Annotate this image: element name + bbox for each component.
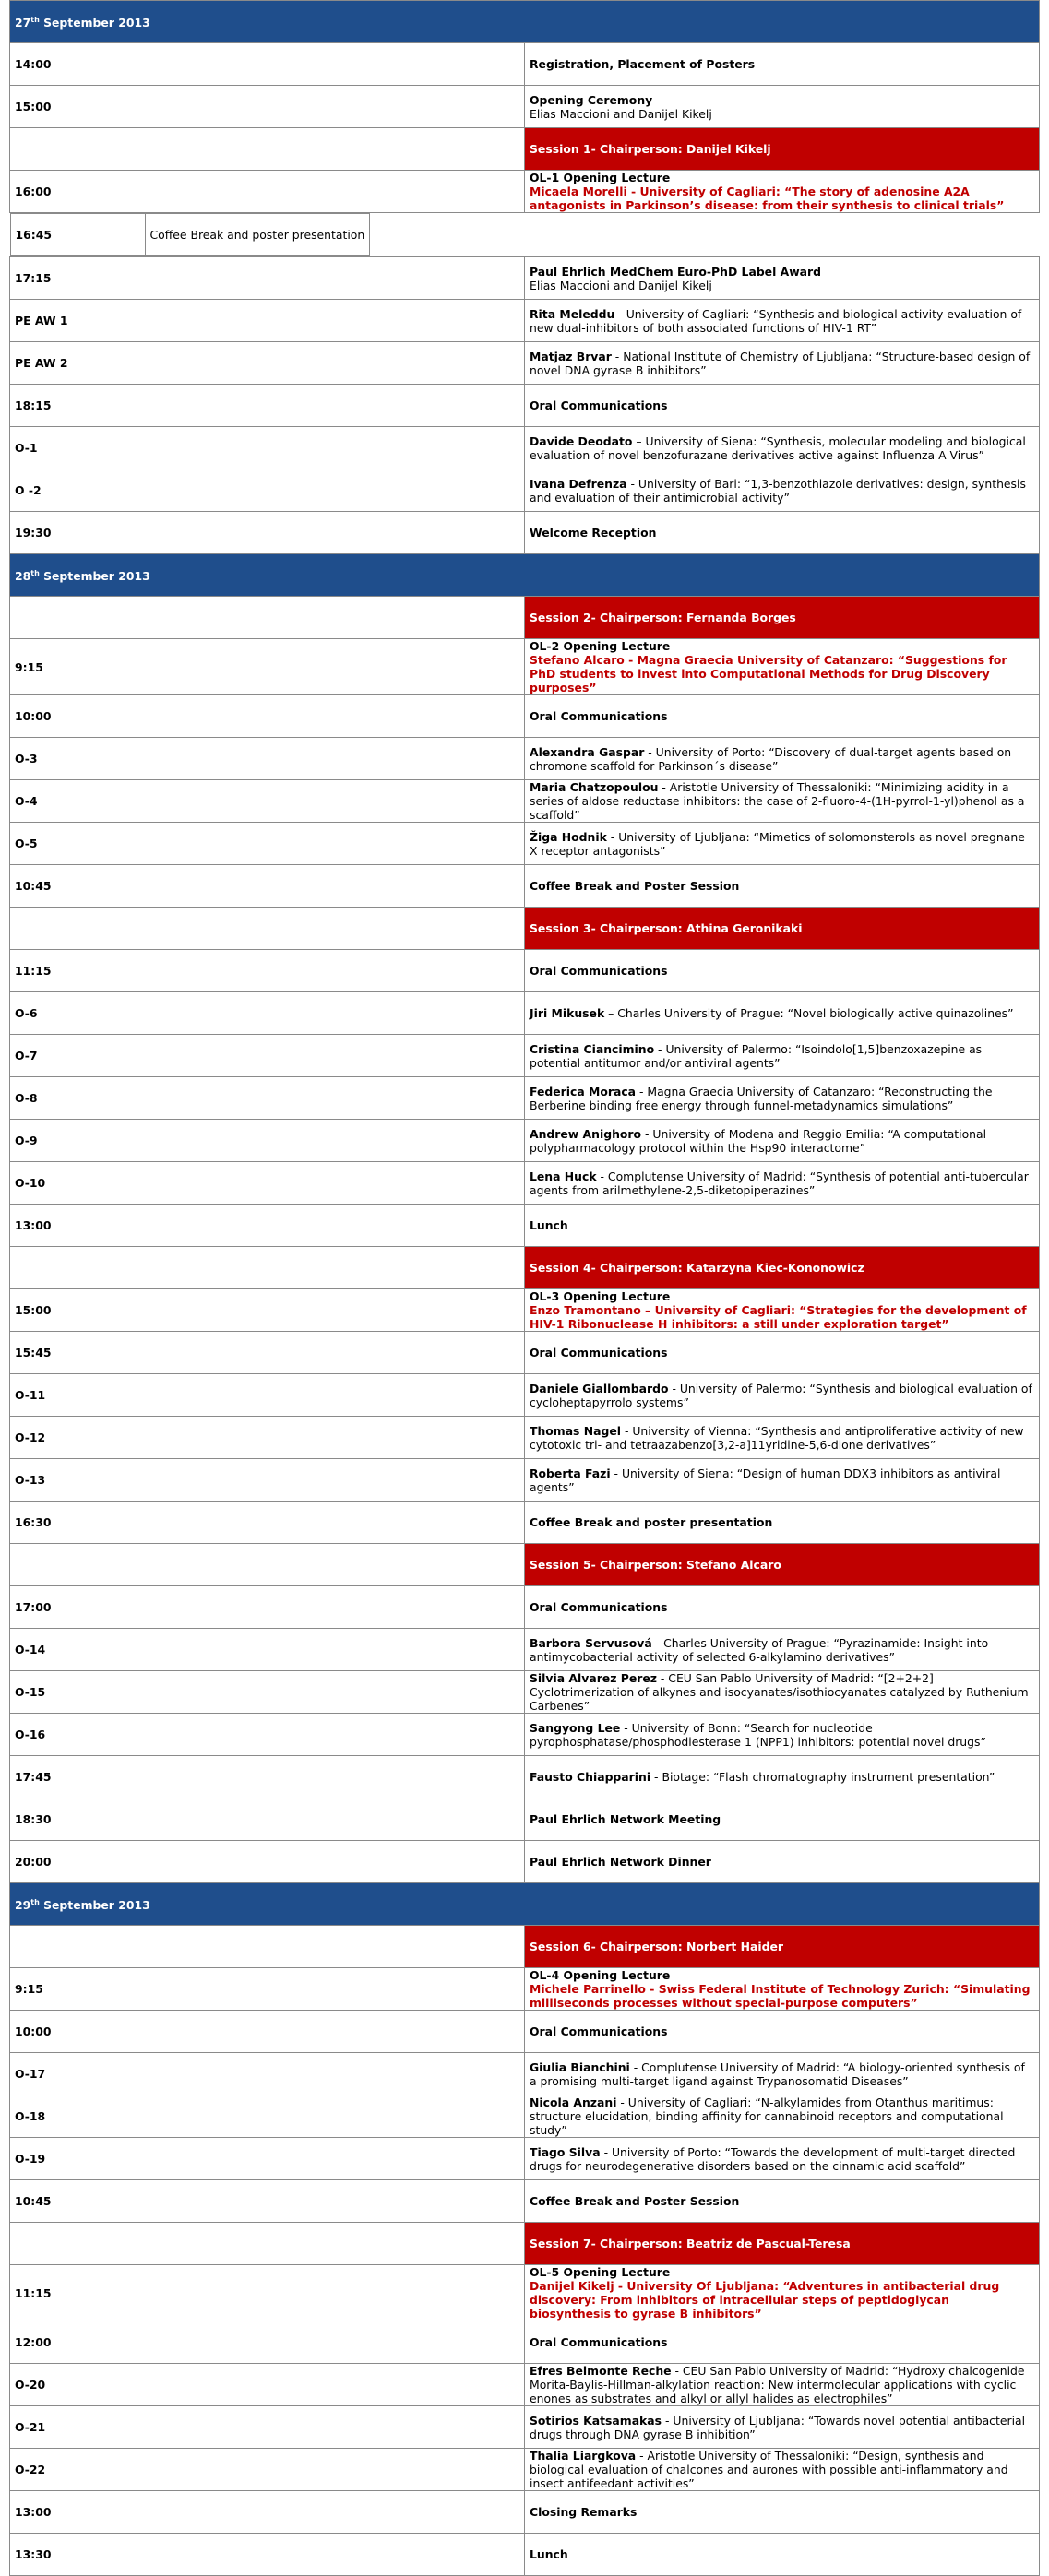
time-cell: O-16: [10, 1714, 525, 1756]
lecture-label: OL-4 Opening Lecture: [530, 1968, 671, 1982]
schedule-row: [10, 908, 1040, 950]
schedule-row: [10, 1502, 1040, 1544]
time-cell: 17:00: [10, 1586, 525, 1629]
schedule-row: [10, 865, 1040, 908]
speaker-name: Lena Huck: [530, 1169, 597, 1183]
schedule-row: [10, 1289, 1040, 1332]
content-cell: Oral Communications: [525, 1586, 1040, 1629]
time-cell: 19:30: [10, 512, 525, 554]
time-cell: O-12: [10, 1417, 525, 1459]
schedule-row: [10, 1417, 1040, 1459]
content-cell: [525, 1289, 1040, 1332]
lecture-text: Michele Parrinello - Swiss Federal Institute of Technology Zurich: “Simulating milliseconds processes without special-purpose computers”: [530, 1982, 1031, 2010]
lecture-label: OL-3 Opening Lecture: [530, 1289, 671, 1303]
talk-details: - Complutense University of Madrid: “A biology-oriented synthesis of a promising multi-target ligand against Trypanosomatid Diseases”: [530, 2060, 1025, 2088]
talk-details: - National Institute of Chemistry of Ljubljana: “Structure-based design of novel DNA gyrase B inhibitors”: [530, 349, 1031, 377]
time-cell: PE AW 1: [10, 300, 525, 342]
content-cell: [525, 2406, 1040, 2449]
speaker-name: Nicola Anzani: [530, 2095, 617, 2109]
day-header-row: [10, 554, 1040, 597]
item-presenters: Elias Maccioni and Danijel Kikelj: [530, 278, 712, 292]
schedule-row: [10, 2011, 1040, 2053]
time-cell: 11:15: [10, 950, 525, 992]
content-cell: [525, 1077, 1040, 1120]
speaker-name: Barbora Servusová: [530, 1635, 652, 1650]
schedule-row: [10, 128, 1040, 171]
time-cell: 10:00: [10, 2011, 525, 2053]
time-cell: [10, 1926, 525, 1968]
schedule-row: [10, 2265, 1040, 2321]
day-number: 29: [15, 1898, 31, 1913]
schedule-row: [10, 213, 525, 256]
content-cell: Oral Communications: [525, 1332, 1040, 1374]
schedule-row: [10, 2491, 1040, 2534]
schedule-row: [10, 342, 1040, 385]
time-cell: 13:00: [10, 2491, 525, 2534]
schedule-row: [10, 823, 1040, 865]
day-header-row: [10, 1883, 1040, 1926]
content-cell: [525, 86, 1040, 128]
talk-details: - University of Palermo: “Isoindolo[1,5]benzoxazepine as potential antitumor and/or antiviral agents”: [530, 1041, 983, 1070]
item-title: Opening Ceremony: [530, 92, 653, 107]
time-cell: O-22: [10, 2449, 525, 2491]
schedule-row: [10, 1798, 1040, 1841]
time-cell: 16:45: [10, 214, 145, 256]
schedule-row: [10, 469, 1040, 512]
content-cell: [525, 171, 1040, 213]
content-cell: [525, 2053, 1040, 2095]
content-cell: Lunch: [525, 1205, 1040, 1247]
lecture-text: Micaela Morelli - University of Cagliari: “The story of adenosine A2A antagonists in Parkinson’s disease: from their synthesis to clinical trials”: [530, 184, 1005, 212]
content-cell: Registration, Placement of Posters: [525, 43, 1040, 86]
talk-details: - University of Siena: “Design of human DDX3 inhibitors as antiviral agents”: [530, 1466, 1001, 1494]
time-cell: [10, 597, 525, 639]
time-cell: O-5: [10, 823, 525, 865]
time-cell: O-6: [10, 992, 525, 1035]
talk-details: - Magna Graecia University of Catanzaro: “Reconstructing the Berberine binding free energy through funnel-metadynamics simulations”: [530, 1084, 993, 1112]
schedule-row: [10, 43, 1040, 86]
schedule-row: [10, 1162, 1040, 1205]
schedule-row: [10, 2180, 1040, 2223]
time-cell: 16:00: [10, 171, 525, 213]
content-cell: Lunch: [525, 2534, 1040, 2576]
speaker-name: Sangyong Lee: [530, 1720, 621, 1735]
time-cell: O-7: [10, 1035, 525, 1077]
speaker-name: Thalia Liargkova: [530, 2449, 637, 2463]
schedule-row: [10, 1926, 1040, 1968]
schedule-row: [10, 86, 1040, 128]
talk-details: - University of Palermo: “Synthesis and biological evaluation of cycloheptapyrrolo systems”: [530, 1381, 1032, 1409]
content-cell: [525, 1459, 1040, 1502]
content-cell: [525, 300, 1040, 342]
speaker-name: Andrew Anighoro: [530, 1126, 642, 1141]
lecture-label: OL-5 Opening Lecture: [530, 2265, 671, 2279]
talk-details: - University of Cagliari: “N-alkylamides from Otanthus maritimus: structure elucidation, binding affinity for cannabinoid receptors and computational study”: [530, 2095, 1004, 2137]
speaker-name: Fausto Chiapparini: [530, 1770, 651, 1784]
talk-details: - University of Modena and Reggio Emilia: “A computational polypharmacology protocol within the Hsp90 interactome”: [530, 1126, 987, 1155]
content-cell: [525, 257, 1040, 300]
content-cell: Oral Communications: [525, 385, 1040, 427]
content-cell: Welcome Reception: [525, 512, 1040, 554]
schedule-row: [10, 1841, 1040, 1883]
time-cell: 12:00: [10, 2321, 525, 2364]
speaker-name: Giulia Bianchini: [530, 2060, 630, 2074]
content-cell: Oral Communications: [525, 695, 1040, 738]
content-cell: [525, 1374, 1040, 1417]
content-cell: [525, 2265, 1040, 2321]
talk-details: - Aristotle University of Thessaloniki: “Minimizing acidity in a series of aldose reductase inhibitors: the case of 2-fluoro-4-(1H-pyrrol-1-yl)phenol as a scaffold”: [530, 780, 1025, 822]
time-cell: [10, 2223, 525, 2265]
content-cell: [525, 1714, 1040, 1756]
speaker-name: Efres Belmonte Reche: [530, 2364, 672, 2378]
schedule-row: [10, 171, 1040, 213]
speaker-name: Ivana Defrenza: [530, 476, 627, 491]
talk-details: - Biotage: “Flash chromatography instrument presentation”: [650, 1770, 995, 1784]
schedule-row: [10, 2534, 1040, 2576]
time-cell: O -2: [10, 469, 525, 512]
schedule-row: [10, 2095, 1040, 2138]
time-cell: 10:00: [10, 695, 525, 738]
schedule-row: [10, 427, 1040, 469]
item-title: Paul Ehrlich MedChem Euro-PhD Label Award: [530, 264, 822, 279]
schedule-row: [10, 695, 1040, 738]
time-cell: [10, 908, 525, 950]
schedule-row: [10, 1459, 1040, 1502]
schedule-row: [10, 2321, 1040, 2364]
schedule-row: [10, 950, 1040, 992]
content-cell: [525, 780, 1040, 823]
speaker-name: Tiago Silva: [530, 2144, 601, 2159]
schedule-row: [10, 1968, 1040, 2011]
talk-details: - Aristotle University of Thessaloniki: “Design, synthesis and biological evaluation of chalcones and aurones with possible anti-inflammatory and insect antifeedant activities”: [530, 2449, 1008, 2490]
schedule-row: [10, 2053, 1040, 2095]
content-cell: [525, 2364, 1040, 2406]
program-schedule-table: [9, 0, 1040, 2576]
lecture-text: Enzo Tramontano – University of Cagliari: “Strategies for the development of HIV-1 Ribonuclease H inhibitors: a still under exploration target”: [530, 1303, 1027, 1331]
content-cell: [525, 2095, 1040, 2138]
time-cell: [10, 128, 525, 171]
schedule-row: [10, 2364, 1040, 2406]
content-cell: Coffee Break and Poster Session: [525, 865, 1040, 908]
schedule-row: [10, 992, 1040, 1035]
time-cell: 15:00: [10, 1289, 525, 1332]
speaker-name: Cristina Ciancimino: [530, 1041, 655, 1056]
time-cell: 13:00: [10, 1205, 525, 1247]
day-number: 28: [15, 569, 31, 584]
lecture-label: OL-2 Opening Lecture: [530, 639, 671, 653]
schedule-row: [10, 1671, 1040, 1714]
speaker-name: Roberta Fazi: [530, 1466, 611, 1480]
content-cell: [525, 342, 1040, 385]
schedule-row: [10, 300, 1040, 342]
speaker-name: Rita Meleddu: [530, 306, 615, 321]
lecture-label: OL-1 Opening Lecture: [530, 171, 671, 184]
schedule-row: [10, 257, 1040, 300]
talk-details: - CEU San Pablo University of Madrid: “Hydroxy chalcogenide Morita-Baylis-Hillman-alkylation reaction: New intermolecular applications with cyclic enones as substrates and alkyl or allyl halides as electrophiles”: [530, 2364, 1025, 2405]
time-cell: 11:15: [10, 2265, 525, 2321]
time-cell: O-21: [10, 2406, 525, 2449]
content-cell: Oral Communications: [525, 2011, 1040, 2053]
day-suffix: th: [30, 569, 40, 578]
time-cell: 15:45: [10, 1332, 525, 1374]
time-cell: O-18: [10, 2095, 525, 2138]
schedule-row: [10, 639, 1040, 695]
content-cell: [525, 639, 1040, 695]
content-cell: [525, 823, 1040, 865]
talk-details: - CEU San Pablo University of Madrid: “[2+2+2] Cyclotrimerization of alkynes and isocyanates/isothiocyanates catalyzed by Ruthenium Carbenes”: [530, 1671, 1029, 1713]
content-cell: [525, 1671, 1040, 1714]
speaker-name: Daniele Giallombardo: [530, 1381, 669, 1395]
speaker-name: Davide Deodato: [530, 433, 633, 448]
session-header: Session 7- Chairperson: Beatriz de Pascual-Teresa: [525, 2223, 1040, 2265]
time-cell: 14:00: [10, 43, 525, 86]
time-cell: O-14: [10, 1629, 525, 1671]
schedule-row: [10, 1714, 1040, 1756]
schedule-row: [10, 1332, 1040, 1374]
speaker-name: Thomas Nagel: [530, 1423, 621, 1438]
lecture-text: Danijel Kikelj - University Of Ljubljana: “Adventures in antibacterial drug discovery: From inhibitors of intracellular steps of peptidoglycan biosynthesis to gyrase B inhibitors”: [530, 2279, 1000, 2321]
content-cell: [525, 1035, 1040, 1077]
day-number: 27: [15, 16, 31, 30]
talk-details: - University of Porto: “Discovery of dual-target agents based on chromone scaffold for Parkinson´s disease”: [530, 744, 1012, 773]
time-cell: O-15: [10, 1671, 525, 1714]
schedule-row: [10, 1756, 1040, 1798]
day-header: [10, 1883, 1040, 1926]
talk-details: - University of Ljubljana: “Mimetics of solomonsterols as novel pregnane X receptor antagonists”: [530, 829, 1025, 858]
session-header: Session 6- Chairperson: Norbert Haider: [525, 1926, 1040, 1968]
content-cell: [525, 1120, 1040, 1162]
schedule-row: [10, 597, 1040, 639]
speaker-name: Sotirios Katsamakas: [530, 2413, 662, 2428]
time-cell: 18:30: [10, 1798, 525, 1841]
session-header: Session 2- Chairperson: Fernanda Borges: [525, 597, 1040, 639]
time-cell: O-8: [10, 1077, 525, 1120]
time-cell: PE AW 2: [10, 342, 525, 385]
schedule-row: [10, 385, 1040, 427]
time-cell: 16:30: [10, 1502, 525, 1544]
day-suffix: th: [30, 1898, 40, 1907]
time-cell: 15:00: [10, 86, 525, 128]
talk-details: - University of Porto: “Towards the development of multi-target directed drugs for neurodegenerative disorders based on the cinnamic acid scaffold”: [530, 2144, 1016, 2173]
time-cell: O-13: [10, 1459, 525, 1502]
schedule-row: [10, 2223, 1040, 2265]
content-cell: Paul Ehrlich Network Meeting: [525, 1798, 1040, 1841]
day-header: [10, 554, 1040, 597]
speaker-name: Federica Moraca: [530, 1084, 637, 1098]
time-cell: 10:45: [10, 865, 525, 908]
time-cell: 17:45: [10, 1756, 525, 1798]
content-cell: [525, 1756, 1040, 1798]
talk-details: - Charles University of Prague: “Pyrazinamide: Insight into antimycobacterial activity of selected 6-alkylamino derivatives”: [530, 1635, 989, 1664]
content-cell: [525, 469, 1040, 512]
schedule-row: [10, 1544, 1040, 1586]
schedule-row: [10, 1205, 1040, 1247]
session-header: Session 4- Chairperson: Katarzyna Kiec-Kononowicz: [525, 1247, 1040, 1289]
content-cell: Coffee Break and poster presentation: [525, 1502, 1040, 1544]
time-cell: 13:30: [10, 2534, 525, 2576]
speaker-name: Alexandra Gaspar: [530, 744, 645, 759]
session-header: Session 3- Chairperson: Athina Geronikaki: [525, 908, 1040, 950]
schedule-row: [10, 1120, 1040, 1162]
speaker-name: Silvia Alvarez Perez: [530, 1671, 657, 1685]
schedule-row: [10, 2138, 1040, 2180]
schedule-row: [10, 1077, 1040, 1120]
content-cell: [525, 1629, 1040, 1671]
schedule-row: [10, 1374, 1040, 1417]
speaker-name: Žiga Hodnik: [530, 829, 607, 844]
talk-details: - University of Bonn: “Search for nucleotide pyrophosphatase/phosphodiesterase 1 (NPP1) inhibitors: potential novel drugs”: [530, 1720, 986, 1749]
talk-details: - University of Cagliari: “Synthesis and biological activity evaluation of new dual-inhibitors of both associated functions of HIV-1 RT”: [530, 306, 1022, 335]
session-header: Session 5- Chairperson: Stefano Alcaro: [525, 1544, 1040, 1586]
schedule-row: [10, 1247, 1040, 1289]
content-cell: Oral Communications: [525, 2321, 1040, 2364]
time-cell: 17:15: [10, 257, 525, 300]
time-cell: 18:15: [10, 385, 525, 427]
time-cell: O-17: [10, 2053, 525, 2095]
schedule-row: [10, 512, 1040, 554]
content-cell: Coffee Break and Poster Session: [525, 2180, 1040, 2223]
time-cell: O-20: [10, 2364, 525, 2406]
talk-details: - Complutense University of Madrid: “Synthesis of potential anti-tubercular agents from arilmethylene-2,5-diketopiperazines”: [530, 1169, 1029, 1197]
time-cell: O-10: [10, 1162, 525, 1205]
talk-details: - University of Ljubljana: “Towards novel potential antibacterial drugs through DNA gyrase B inhibition”: [530, 2413, 1026, 2441]
speaker-name: Matjaz Brvar: [530, 349, 612, 363]
speaker-name: Maria Chatzopoulou: [530, 780, 659, 794]
schedule-row: [10, 738, 1040, 780]
schedule-row: [10, 1035, 1040, 1077]
time-cell: [10, 1544, 525, 1586]
lecture-text: Stefano Alcaro - Magna Graecia University of Catanzaro: “Suggestions for PhD students to invest into Computational Methods for Drug Discovery purposes”: [530, 653, 1007, 694]
time-cell: O-9: [10, 1120, 525, 1162]
time-cell: [10, 1247, 525, 1289]
time-cell: O-19: [10, 2138, 525, 2180]
schedule-row: [10, 2449, 1040, 2491]
item-presenters: Elias Maccioni and Danijel Kikelj: [530, 106, 712, 121]
day-header-row: [10, 1, 1040, 43]
content-cell: Closing Remarks: [525, 2491, 1040, 2534]
session-header: Session 1- Chairperson: Danijel Kikelj: [525, 128, 1040, 171]
time-cell: 9:15: [10, 1968, 525, 2011]
schedule-row: [10, 780, 1040, 823]
schedule-row: [10, 2406, 1040, 2449]
month-year: September 2013: [39, 569, 150, 584]
content-cell: [525, 2449, 1040, 2491]
content-cell: [525, 1162, 1040, 1205]
content-cell: [525, 427, 1040, 469]
content-cell: [525, 2138, 1040, 2180]
month-year: September 2013: [39, 16, 150, 30]
content-cell: Coffee Break and poster presentation: [145, 214, 370, 256]
day-header: [10, 1, 1040, 43]
time-cell: O-4: [10, 780, 525, 823]
content-cell: Paul Ehrlich Network Dinner: [525, 1841, 1040, 1883]
speaker-name: Jiri Mikusek: [530, 1006, 605, 1020]
day-suffix: th: [30, 16, 40, 25]
schedule-row: [10, 1629, 1040, 1671]
talk-details: - University of Bari: “1,3-benzothiazole derivatives: design, synthesis and evaluation of their antimicrobial activity”: [530, 476, 1026, 505]
month-year: September 2013: [39, 1898, 150, 1913]
talk-details: - University of Vienna: “Synthesis and antiproliferative activity of new cytotoxic tri- and tetraazabenzo[3,2-a]11yridine-5,6-dione derivatives”: [530, 1423, 1024, 1452]
content-cell: Oral Communications: [525, 950, 1040, 992]
time-cell: O-11: [10, 1374, 525, 1417]
time-cell: 9:15: [10, 639, 525, 695]
talk-details: – University of Siena: “Synthesis, molecular modeling and biological evaluation of novel benzofurazane derivatives active against Influenza A Virus”: [530, 433, 1026, 462]
talk-details: – Charles University of Prague: “Novel biologically active quinazolines”: [604, 1006, 1014, 1020]
time-cell: 10:45: [10, 2180, 525, 2223]
content-cell: [525, 1417, 1040, 1459]
content-cell: [525, 738, 1040, 780]
time-cell: O-3: [10, 738, 525, 780]
content-cell: [525, 1968, 1040, 2011]
time-cell: O-1: [10, 427, 525, 469]
time-cell: 20:00: [10, 1841, 525, 1883]
schedule-row: [10, 1586, 1040, 1629]
content-cell: [525, 992, 1040, 1035]
